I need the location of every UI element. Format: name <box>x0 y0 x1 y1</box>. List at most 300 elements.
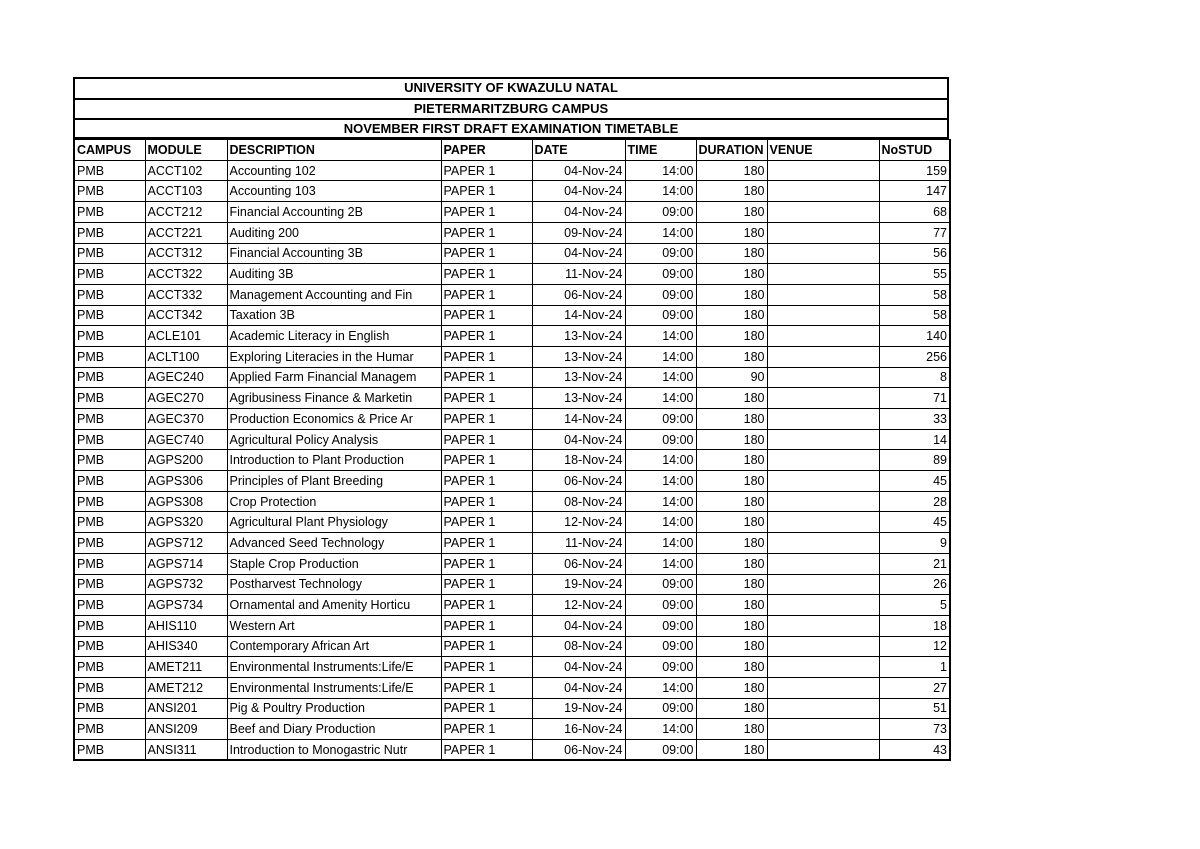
table-row <box>74 160 950 181</box>
module-cell: AGPS734 <box>145 595 227 616</box>
venue-cell <box>767 429 879 450</box>
module-cell: ACLE101 <box>145 326 227 347</box>
col-header-description: DESCRIPTION <box>227 140 441 161</box>
time-cell: 14:00 <box>625 160 696 181</box>
nostud-cell: 140 <box>879 326 950 347</box>
campus-cell: PMB <box>74 740 145 761</box>
date-cell: 04-Nov-24 <box>532 615 625 636</box>
time-cell: 09:00 <box>625 740 696 761</box>
duration-cell: 180 <box>696 595 767 616</box>
nostud-cell: 27 <box>879 677 950 698</box>
duration-cell: 180 <box>696 533 767 554</box>
venue-cell <box>767 636 879 657</box>
venue-cell <box>767 719 879 740</box>
venue-cell <box>767 657 879 678</box>
description-cell: Management Accounting and Fin <box>227 284 441 305</box>
date-cell: 06-Nov-24 <box>532 553 625 574</box>
date-cell: 13-Nov-24 <box>532 388 625 409</box>
campus-cell: PMB <box>74 657 145 678</box>
venue-cell <box>767 698 879 719</box>
date-cell: 06-Nov-24 <box>532 284 625 305</box>
campus-cell: PMB <box>74 409 145 430</box>
time-cell: 14:00 <box>625 471 696 492</box>
paper-cell: PAPER 1 <box>441 719 532 740</box>
table-row <box>74 202 950 223</box>
paper-cell: PAPER 1 <box>441 657 532 678</box>
time-cell: 09:00 <box>625 243 696 264</box>
duration-cell: 180 <box>696 346 767 367</box>
date-cell: 14-Nov-24 <box>532 409 625 430</box>
nostud-cell: 51 <box>879 698 950 719</box>
university-title: UNIVERSITY OF KWAZULU NATAL <box>73 77 949 98</box>
campus-cell: PMB <box>74 305 145 326</box>
duration-cell: 180 <box>696 719 767 740</box>
description-cell: Staple Crop Production <box>227 553 441 574</box>
paper-cell: PAPER 1 <box>441 533 532 554</box>
table-row <box>74 388 950 409</box>
paper-cell: PAPER 1 <box>441 615 532 636</box>
date-cell: 08-Nov-24 <box>532 491 625 512</box>
time-cell: 14:00 <box>625 367 696 388</box>
module-cell: AGPS308 <box>145 491 227 512</box>
nostud-cell: 12 <box>879 636 950 657</box>
venue-cell <box>767 595 879 616</box>
module-cell: ACCT102 <box>145 160 227 181</box>
description-cell: Pig & Poultry Production <box>227 698 441 719</box>
description-cell: Advanced Seed Technology <box>227 533 441 554</box>
nostud-cell: 45 <box>879 471 950 492</box>
table-row <box>74 222 950 243</box>
time-cell: 09:00 <box>625 698 696 719</box>
table-row <box>74 657 950 678</box>
description-cell: Introduction to Plant Production <box>227 450 441 471</box>
campus-cell: PMB <box>74 595 145 616</box>
duration-cell: 180 <box>696 636 767 657</box>
time-cell: 09:00 <box>625 595 696 616</box>
module-cell: AGEC370 <box>145 409 227 430</box>
col-header-time: TIME <box>625 140 696 161</box>
description-cell: Contemporary African Art <box>227 636 441 657</box>
paper-cell: PAPER 1 <box>441 202 532 223</box>
table-row <box>74 677 950 698</box>
description-cell: Agricultural Plant Physiology <box>227 512 441 533</box>
description-cell: Accounting 102 <box>227 160 441 181</box>
date-cell: 11-Nov-24 <box>532 264 625 285</box>
paper-cell: PAPER 1 <box>441 677 532 698</box>
venue-cell <box>767 574 879 595</box>
table-row <box>74 595 950 616</box>
venue-cell <box>767 367 879 388</box>
table-row <box>74 740 950 761</box>
duration-cell: 180 <box>696 615 767 636</box>
description-cell: Principles of Plant Breeding <box>227 471 441 492</box>
date-cell: 06-Nov-24 <box>532 471 625 492</box>
table-row <box>74 553 950 574</box>
col-header-module: MODULE <box>145 140 227 161</box>
duration-cell: 180 <box>696 388 767 409</box>
campus-cell: PMB <box>74 698 145 719</box>
col-header-paper: PAPER <box>441 140 532 161</box>
paper-cell: PAPER 1 <box>441 160 532 181</box>
module-cell: ACCT332 <box>145 284 227 305</box>
campus-cell: PMB <box>74 181 145 202</box>
nostud-cell: 147 <box>879 181 950 202</box>
description-cell: Accounting 103 <box>227 181 441 202</box>
date-cell: 19-Nov-24 <box>532 698 625 719</box>
nostud-cell: 68 <box>879 202 950 223</box>
description-cell: Postharvest Technology <box>227 574 441 595</box>
duration-cell: 180 <box>696 450 767 471</box>
duration-cell: 180 <box>696 284 767 305</box>
campus-cell: PMB <box>74 160 145 181</box>
paper-cell: PAPER 1 <box>441 429 532 450</box>
table-row <box>74 284 950 305</box>
time-cell: 14:00 <box>625 533 696 554</box>
date-cell: 16-Nov-24 <box>532 719 625 740</box>
table-row <box>74 574 950 595</box>
duration-cell: 180 <box>696 326 767 347</box>
module-cell: ANSI311 <box>145 740 227 761</box>
duration-cell: 180 <box>696 677 767 698</box>
description-cell: Auditing 200 <box>227 222 441 243</box>
module-cell: ACCT221 <box>145 222 227 243</box>
header-row <box>74 140 950 161</box>
table-row <box>74 181 950 202</box>
module-cell: ACCT342 <box>145 305 227 326</box>
module-cell: ACLT100 <box>145 346 227 367</box>
description-cell: Academic Literacy in English <box>227 326 441 347</box>
description-cell: Crop Protection <box>227 491 441 512</box>
date-cell: 04-Nov-24 <box>532 243 625 264</box>
nostud-cell: 5 <box>879 595 950 616</box>
col-header-duration: DURATION <box>696 140 767 161</box>
module-cell: ACCT212 <box>145 202 227 223</box>
date-cell: 04-Nov-24 <box>532 429 625 450</box>
date-cell: 11-Nov-24 <box>532 533 625 554</box>
paper-cell: PAPER 1 <box>441 264 532 285</box>
table-row <box>74 305 950 326</box>
module-cell: AHIS110 <box>145 615 227 636</box>
time-cell: 09:00 <box>625 429 696 450</box>
description-cell: Exploring Literacies in the Humar <box>227 346 441 367</box>
duration-cell: 180 <box>696 409 767 430</box>
paper-cell: PAPER 1 <box>441 740 532 761</box>
nostud-cell: 56 <box>879 243 950 264</box>
module-cell: AGPS200 <box>145 450 227 471</box>
campus-cell: PMB <box>74 450 145 471</box>
time-cell: 14:00 <box>625 326 696 347</box>
duration-cell: 180 <box>696 429 767 450</box>
campus-cell: PMB <box>74 346 145 367</box>
module-cell: AMET212 <box>145 677 227 698</box>
nostud-cell: 26 <box>879 574 950 595</box>
paper-cell: PAPER 1 <box>441 367 532 388</box>
table-row <box>74 326 950 347</box>
duration-cell: 180 <box>696 243 767 264</box>
time-cell: 09:00 <box>625 574 696 595</box>
table-row <box>74 615 950 636</box>
paper-cell: PAPER 1 <box>441 388 532 409</box>
nostud-cell: 14 <box>879 429 950 450</box>
venue-cell <box>767 388 879 409</box>
module-cell: AGEC240 <box>145 367 227 388</box>
table-row <box>74 243 950 264</box>
duration-cell: 180 <box>696 698 767 719</box>
venue-cell <box>767 243 879 264</box>
nostud-cell: 89 <box>879 450 950 471</box>
duration-cell: 180 <box>696 305 767 326</box>
campus-title: PIETERMARITZBURG CAMPUS <box>73 98 949 119</box>
paper-cell: PAPER 1 <box>441 512 532 533</box>
time-cell: 14:00 <box>625 719 696 740</box>
table-row <box>74 698 950 719</box>
paper-cell: PAPER 1 <box>441 595 532 616</box>
table-row <box>74 491 950 512</box>
time-cell: 09:00 <box>625 202 696 223</box>
col-header-campus: CAMPUS <box>74 140 145 161</box>
paper-cell: PAPER 1 <box>441 553 532 574</box>
description-cell: Agribusiness Finance & Marketin <box>227 388 441 409</box>
table-row <box>74 636 950 657</box>
campus-cell: PMB <box>74 222 145 243</box>
time-cell: 14:00 <box>625 388 696 409</box>
col-header-nostud: NoSTUD <box>879 140 950 161</box>
time-cell: 14:00 <box>625 512 696 533</box>
duration-cell: 180 <box>696 264 767 285</box>
venue-cell <box>767 553 879 574</box>
time-cell: 14:00 <box>625 346 696 367</box>
table-row <box>74 264 950 285</box>
nostud-cell: 18 <box>879 615 950 636</box>
campus-cell: PMB <box>74 471 145 492</box>
nostud-cell: 1 <box>879 657 950 678</box>
timetable-table <box>73 139 951 761</box>
campus-cell: PMB <box>74 243 145 264</box>
module-cell: ANSI201 <box>145 698 227 719</box>
nostud-cell: 33 <box>879 409 950 430</box>
table-row <box>74 429 950 450</box>
module-cell: AGPS714 <box>145 553 227 574</box>
description-cell: Financial Accounting 3B <box>227 243 441 264</box>
campus-cell: PMB <box>74 677 145 698</box>
campus-cell: PMB <box>74 326 145 347</box>
venue-cell <box>767 491 879 512</box>
venue-cell <box>767 181 879 202</box>
module-cell: AGPS306 <box>145 471 227 492</box>
paper-cell: PAPER 1 <box>441 698 532 719</box>
duration-cell: 180 <box>696 657 767 678</box>
venue-cell <box>767 202 879 223</box>
campus-cell: PMB <box>74 553 145 574</box>
module-cell: ACCT322 <box>145 264 227 285</box>
time-cell: 14:00 <box>625 222 696 243</box>
date-cell: 04-Nov-24 <box>532 202 625 223</box>
duration-cell: 180 <box>696 512 767 533</box>
paper-cell: PAPER 1 <box>441 222 532 243</box>
venue-cell <box>767 677 879 698</box>
campus-cell: PMB <box>74 533 145 554</box>
paper-cell: PAPER 1 <box>441 450 532 471</box>
description-cell: Introduction to Monogastric Nutr <box>227 740 441 761</box>
paper-cell: PAPER 1 <box>441 326 532 347</box>
table-row <box>74 719 950 740</box>
date-cell: 12-Nov-24 <box>532 595 625 616</box>
table-row <box>74 471 950 492</box>
timetable-body <box>74 160 950 760</box>
date-cell: 19-Nov-24 <box>532 574 625 595</box>
module-cell: ACCT103 <box>145 181 227 202</box>
venue-cell <box>767 284 879 305</box>
campus-cell: PMB <box>74 429 145 450</box>
timetable-title: NOVEMBER FIRST DRAFT EXAMINATION TIMETABLE <box>73 118 949 139</box>
time-cell: 09:00 <box>625 284 696 305</box>
venue-cell <box>767 471 879 492</box>
venue-cell <box>767 615 879 636</box>
campus-cell: PMB <box>74 719 145 740</box>
paper-cell: PAPER 1 <box>441 181 532 202</box>
description-cell: Auditing 3B <box>227 264 441 285</box>
time-cell: 09:00 <box>625 615 696 636</box>
time-cell: 09:00 <box>625 264 696 285</box>
campus-cell: PMB <box>74 636 145 657</box>
campus-cell: PMB <box>74 574 145 595</box>
paper-cell: PAPER 1 <box>441 305 532 326</box>
description-cell: Environmental Instruments:Life/E <box>227 657 441 678</box>
campus-cell: PMB <box>74 388 145 409</box>
description-cell: Taxation 3B <box>227 305 441 326</box>
duration-cell: 180 <box>696 160 767 181</box>
time-cell: 09:00 <box>625 657 696 678</box>
date-cell: 04-Nov-24 <box>532 657 625 678</box>
description-cell: Beef and Diary Production <box>227 719 441 740</box>
campus-cell: PMB <box>74 512 145 533</box>
module-cell: AHIS340 <box>145 636 227 657</box>
nostud-cell: 55 <box>879 264 950 285</box>
date-cell: 13-Nov-24 <box>532 346 625 367</box>
venue-cell <box>767 326 879 347</box>
duration-cell: 180 <box>696 491 767 512</box>
description-cell: Environmental Instruments:Life/E <box>227 677 441 698</box>
venue-cell <box>767 740 879 761</box>
nostud-cell: 28 <box>879 491 950 512</box>
module-cell: AGPS320 <box>145 512 227 533</box>
venue-cell <box>767 160 879 181</box>
description-cell: Ornamental and Amenity Horticu <box>227 595 441 616</box>
nostud-cell: 256 <box>879 346 950 367</box>
table-row <box>74 512 950 533</box>
nostud-cell: 9 <box>879 533 950 554</box>
table-row <box>74 450 950 471</box>
nostud-cell: 77 <box>879 222 950 243</box>
nostud-cell: 159 <box>879 160 950 181</box>
col-header-venue: VENUE <box>767 140 879 161</box>
venue-cell <box>767 346 879 367</box>
description-cell: Western Art <box>227 615 441 636</box>
paper-cell: PAPER 1 <box>441 491 532 512</box>
nostud-cell: 45 <box>879 512 950 533</box>
duration-cell: 90 <box>696 367 767 388</box>
campus-cell: PMB <box>74 491 145 512</box>
col-header-date: DATE <box>532 140 625 161</box>
nostud-cell: 21 <box>879 553 950 574</box>
time-cell: 14:00 <box>625 491 696 512</box>
paper-cell: PAPER 1 <box>441 284 532 305</box>
description-cell: Agricultural Policy Analysis <box>227 429 441 450</box>
date-cell: 13-Nov-24 <box>532 367 625 388</box>
time-cell: 14:00 <box>625 450 696 471</box>
venue-cell <box>767 264 879 285</box>
paper-cell: PAPER 1 <box>441 471 532 492</box>
duration-cell: 180 <box>696 222 767 243</box>
time-cell: 09:00 <box>625 636 696 657</box>
venue-cell <box>767 222 879 243</box>
campus-cell: PMB <box>74 264 145 285</box>
description-cell: Production Economics & Price Ar <box>227 409 441 430</box>
duration-cell: 180 <box>696 553 767 574</box>
date-cell: 18-Nov-24 <box>532 450 625 471</box>
date-cell: 13-Nov-24 <box>532 326 625 347</box>
venue-cell <box>767 305 879 326</box>
venue-cell <box>767 450 879 471</box>
date-cell: 12-Nov-24 <box>532 512 625 533</box>
table-row <box>74 346 950 367</box>
table-row <box>74 367 950 388</box>
campus-cell: PMB <box>74 284 145 305</box>
module-cell: ACCT312 <box>145 243 227 264</box>
nostud-cell: 58 <box>879 305 950 326</box>
module-cell: AMET211 <box>145 657 227 678</box>
campus-cell: PMB <box>74 615 145 636</box>
module-cell: AGPS712 <box>145 533 227 554</box>
duration-cell: 180 <box>696 471 767 492</box>
date-cell: 04-Nov-24 <box>532 677 625 698</box>
duration-cell: 180 <box>696 181 767 202</box>
time-cell: 14:00 <box>625 181 696 202</box>
module-cell: AGEC740 <box>145 429 227 450</box>
campus-cell: PMB <box>74 202 145 223</box>
nostud-cell: 43 <box>879 740 950 761</box>
timetable-sheet <box>73 77 949 761</box>
module-cell: ANSI209 <box>145 719 227 740</box>
venue-cell <box>767 409 879 430</box>
venue-cell <box>767 533 879 554</box>
description-cell: Financial Accounting 2B <box>227 202 441 223</box>
time-cell: 14:00 <box>625 677 696 698</box>
time-cell: 09:00 <box>625 305 696 326</box>
date-cell: 04-Nov-24 <box>532 160 625 181</box>
duration-cell: 180 <box>696 740 767 761</box>
campus-cell: PMB <box>74 367 145 388</box>
paper-cell: PAPER 1 <box>441 346 532 367</box>
paper-cell: PAPER 1 <box>441 636 532 657</box>
venue-cell <box>767 512 879 533</box>
nostud-cell: 58 <box>879 284 950 305</box>
date-cell: 06-Nov-24 <box>532 740 625 761</box>
table-row <box>74 533 950 554</box>
description-cell: Applied Farm Financial Managem <box>227 367 441 388</box>
duration-cell: 180 <box>696 574 767 595</box>
date-cell: 08-Nov-24 <box>532 636 625 657</box>
date-cell: 09-Nov-24 <box>532 222 625 243</box>
time-cell: 14:00 <box>625 553 696 574</box>
time-cell: 09:00 <box>625 409 696 430</box>
paper-cell: PAPER 1 <box>441 409 532 430</box>
table-row <box>74 409 950 430</box>
module-cell: AGEC270 <box>145 388 227 409</box>
nostud-cell: 73 <box>879 719 950 740</box>
date-cell: 14-Nov-24 <box>532 305 625 326</box>
paper-cell: PAPER 1 <box>441 574 532 595</box>
